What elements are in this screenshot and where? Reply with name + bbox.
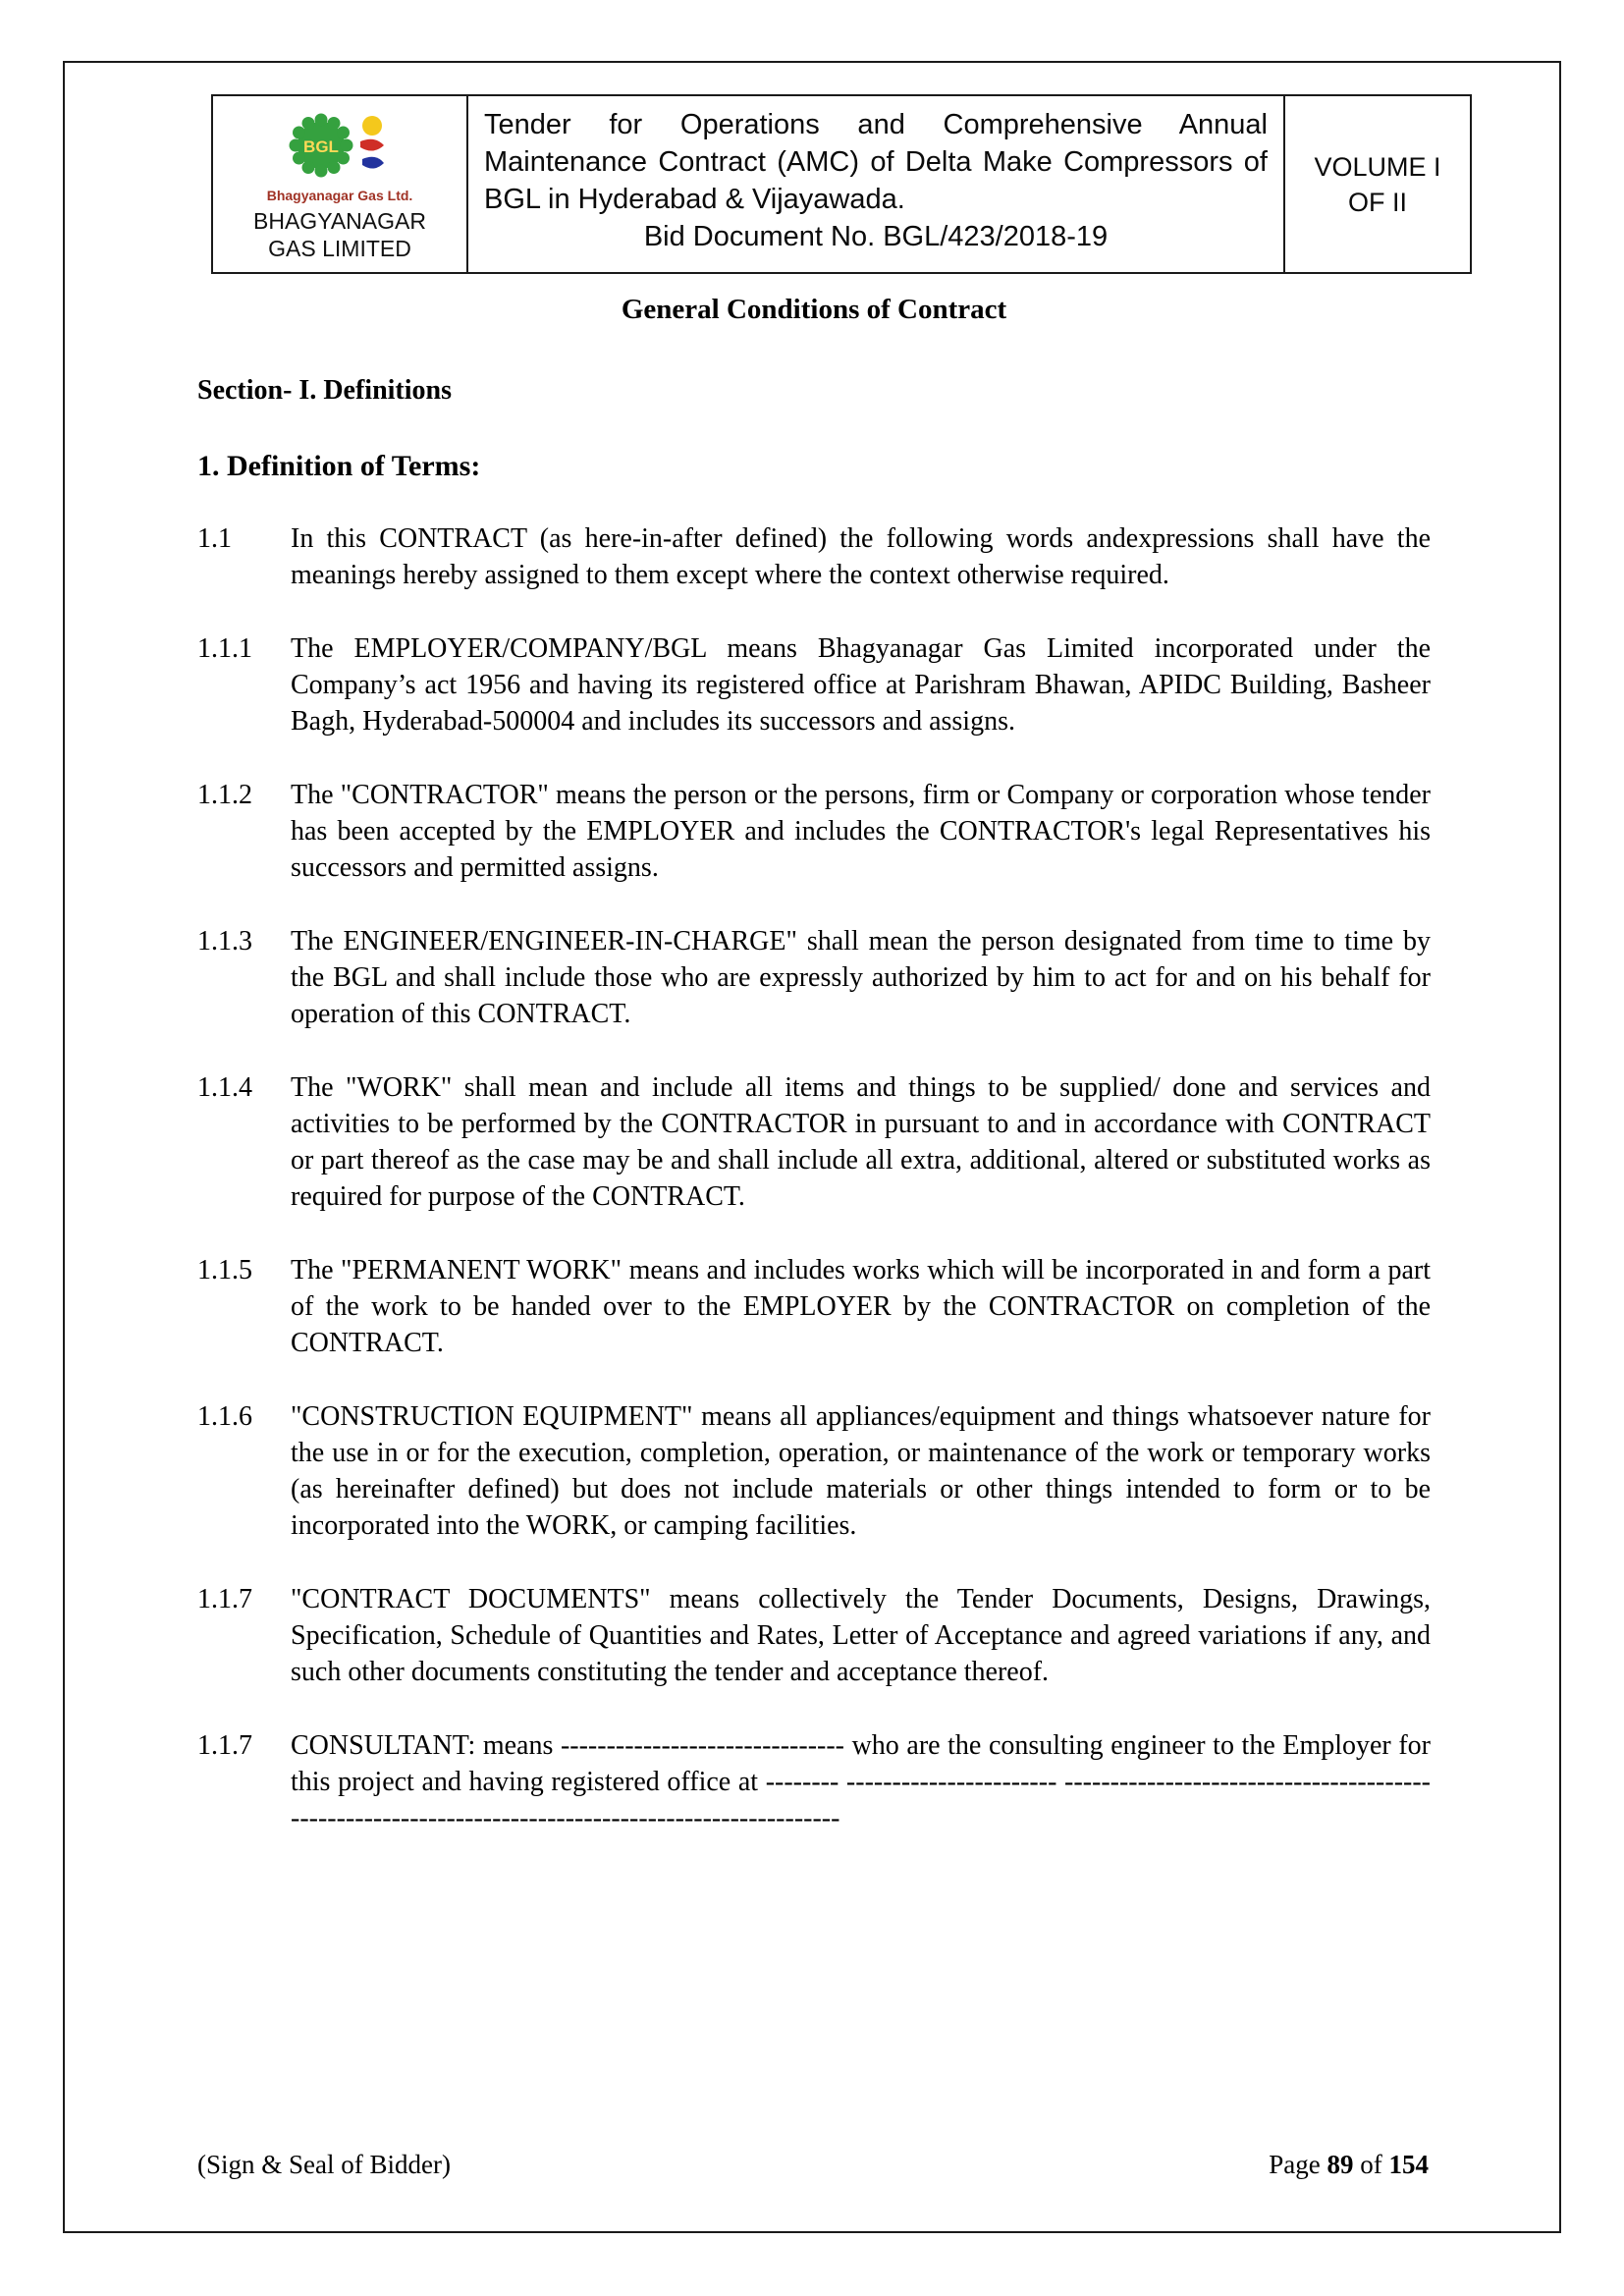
section-heading: Section- I. Definitions	[197, 375, 452, 406]
page-title: General Conditions of Contract	[621, 294, 1007, 325]
paragraph-1-1-2	[197, 777, 1431, 886]
tender-title: Tender for Operations and Comprehensive Annual Maintenance Contract (AMC) of Delta Make Compressors of BGL in Hyderabad & Vijayawada.	[484, 109, 1268, 215]
clause-text: In this CONTRACT (as here-in-after defined) the following words andexpressions shall have the meanings hereby assigned to them except where the context otherwise required.	[291, 523, 1431, 590]
paragraph-1-1	[197, 520, 1431, 593]
terms-heading: 1. Definition of Terms:	[197, 450, 481, 482]
clause-number: 1.1.2	[197, 780, 252, 810]
organization-name: BHAGYANAGAR GAS LIMITED	[253, 208, 426, 261]
clause-number: 1.1.6	[197, 1401, 252, 1432]
total-page-number: 154	[1388, 2150, 1429, 2179]
tender-title-cell	[468, 96, 1285, 272]
volume-line-1: VOLUME I	[1314, 151, 1441, 182]
document-header	[211, 94, 1472, 274]
clause-text: "CONSTRUCTION EQUIPMENT" means all appliances/equipment and things whatsoever nature for the use in or for the execution, completion, operation, or maintenance of the work or temporary works (as hereinafter defined) but does not include materials or other things intended to form or to be incorporated into the WORK, or camping facilities.	[291, 1401, 1431, 1541]
page-number-indicator	[1269, 2150, 1429, 2180]
paragraph-1-1-3	[197, 923, 1431, 1032]
logo-monogram: BGL	[303, 137, 339, 156]
bid-document-number: Bid Document No. BGL/423/2018-19	[643, 221, 1109, 252]
paragraph-1-1-5	[197, 1252, 1431, 1361]
clause-text: "CONTRACT DOCUMENTS" means collectively the Tender Documents, Designs, Drawings, Specification, Schedule of Quantities and Rates, Letter of Acceptance and agreed variations if any, and such other documents constituting the tender and acceptance thereof.	[291, 1584, 1431, 1687]
clause-text: The "CONTRACTOR" means the person or the persons, firm or Company or corporation whose tender has been accepted by the EMPLOYER and includes the CONTRACTOR's legal Representatives his successors and permitted assigns.	[291, 780, 1431, 883]
clause-text: The EMPLOYER/COMPANY/BGL means Bhagyanagar Gas Limited incorporated under the Company’s act 1956 and having its registered office at Parishram Bhawan, APIDC Building, Basheer Bagh, Hyderabad-500004 and includes its successors and assigns.	[291, 633, 1431, 737]
paragraph-1-1-4	[197, 1069, 1431, 1215]
sign-seal-label: (Sign & Seal of Bidder)	[197, 2150, 451, 2179]
clause-text: CONSULTANT: means ------------------------------- who are the consulting engineer to the Employer for this project and having registered office at -------- ----------------------- ----------------------------------------------------------------------------------------------------	[291, 1730, 1431, 1833]
clause-text: The "WORK" shall mean and include all items and things to be supplied/ done and services and activities to be performed by the CONTRACTOR in pursuant to and in accordance with CONTRACT or part thereof as the case may be and shall include all extra, additional, altered or substituted works as required for purpose of the CONTRACT.	[291, 1072, 1431, 1212]
document-page	[63, 61, 1561, 2233]
paragraph-1-1-7	[197, 1581, 1431, 1690]
clause-number: 1.1.5	[197, 1255, 252, 1285]
volume-line-2: OF II	[1348, 187, 1407, 217]
clause-number: 1.1.3	[197, 926, 252, 957]
clause-number: 1.1.4	[197, 1072, 252, 1103]
clause-text: The "PERMANENT WORK" means and includes works which will be incorporated in and form a part of the work to be handed over to the EMPLOYER by the CONTRACTOR on completion of the CONTRACT.	[291, 1255, 1431, 1358]
page-word: Page	[1269, 2150, 1327, 2179]
paragraph-1-1-7-consultant	[197, 1727, 1431, 1836]
clause-number: 1.1	[197, 523, 232, 554]
of-word: of	[1353, 2150, 1389, 2179]
clause-number: 1.1.1	[197, 633, 252, 664]
page-footer	[197, 2150, 1429, 2180]
logo-cell	[213, 96, 468, 272]
logo-red-petal	[360, 139, 384, 151]
volume-cell	[1285, 96, 1470, 272]
clause-number: 1.1.7	[197, 1730, 252, 1761]
paragraph-1-1-6	[197, 1398, 1431, 1544]
bgl-logo-icon	[282, 104, 398, 187]
clause-number: 1.1.7	[197, 1584, 252, 1614]
logo-blue-petal	[362, 157, 384, 169]
clause-text: The ENGINEER/ENGINEER-IN-CHARGE" shall mean the person designated from time to time by the BGL and shall include those who are expressly authorized by him to act for and on his behalf for operation of this CONTRACT.	[291, 926, 1431, 1029]
paragraph-1-1-1	[197, 630, 1431, 739]
logo-sun-dot	[362, 116, 382, 136]
logo-subtext: Bhagyanagar Gas Ltd.	[266, 188, 413, 203]
current-page-number: 89	[1326, 2150, 1354, 2179]
document-body	[197, 274, 1431, 1836]
